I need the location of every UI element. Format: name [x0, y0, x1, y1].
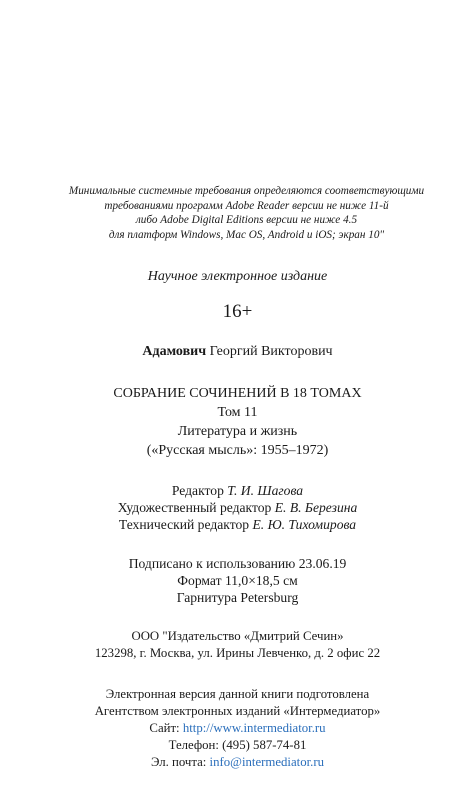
- volume-number: Том 11: [217, 405, 258, 420]
- digital-edition-line: Агентством электронных изданий «Интермедиатор»: [94, 704, 381, 718]
- book-title-block: [0, 384, 475, 460]
- signed-date: Подписано к использованию 23.06.19: [128, 556, 347, 571]
- editor-role: Технический редактор: [118, 517, 250, 532]
- email-label: Эл. почта:: [150, 755, 207, 769]
- system-requirements-line: либо Adobe Digital Editions версии не ниже 4.5: [135, 214, 358, 226]
- phone-line: Телефон: (495) 587-74-81: [168, 738, 307, 752]
- website-label: Сайт:: [149, 721, 180, 735]
- book-format: Формат 11,0×18,5 см: [177, 573, 298, 588]
- website-line: [0, 720, 475, 737]
- editor-line: [0, 516, 475, 533]
- edition-type: Научное электронное издание: [147, 269, 328, 284]
- editor-name: Т. И. Шагова: [227, 483, 304, 498]
- publisher-address: 123298, г. Москва, ул. Ирины Левченко, д. 2 офис 22: [94, 646, 381, 660]
- email-link[interactable]: info@intermediator.ru: [209, 755, 325, 769]
- system-requirements-line: Минимальные системные требования определяются соответствующими: [68, 185, 425, 197]
- publisher-name: ООО "Издательство «Дмитрий Сечин»: [131, 629, 344, 643]
- digital-edition-line: Электронная версия данной книги подготовлена: [105, 687, 370, 701]
- editor-line: [0, 499, 475, 516]
- volume-title: Литература и жизнь: [177, 424, 298, 439]
- editor-name: Е. В. Березина: [274, 500, 358, 515]
- series-title: СОБРАНИЕ СОЧИНЕНИЙ В 18 ТОМАХ: [113, 386, 362, 401]
- author-surname: Адамович: [142, 344, 207, 359]
- digital-edition-info: [0, 686, 475, 771]
- author: [0, 343, 475, 361]
- author-given-names: Георгий Викторович: [209, 344, 333, 359]
- editors-list: [0, 482, 475, 533]
- editor-role: Редактор: [171, 483, 224, 498]
- system-requirements: [0, 184, 475, 242]
- system-requirements-line: требованиями программ Adobe Reader версии не ниже 11-й: [104, 199, 389, 212]
- volume-subtitle: («Русская мысль»: 1955–1972): [146, 443, 329, 458]
- email-line: [0, 754, 475, 771]
- system-requirements-line: для платформ Windows, Mac OS, Android и iOS; экран 10": [108, 228, 385, 241]
- typeface: Гарнитура Petersburg: [176, 590, 299, 605]
- editor-role: Художественный редактор: [117, 500, 272, 515]
- print-info: [0, 555, 475, 606]
- publisher-info: [0, 628, 475, 662]
- age-rating: 16+: [222, 301, 253, 322]
- editor-name: Е. Ю. Тихомирова: [252, 517, 357, 532]
- website-link[interactable]: http://www.intermediator.ru: [182, 721, 326, 735]
- editor-line: [0, 482, 475, 499]
